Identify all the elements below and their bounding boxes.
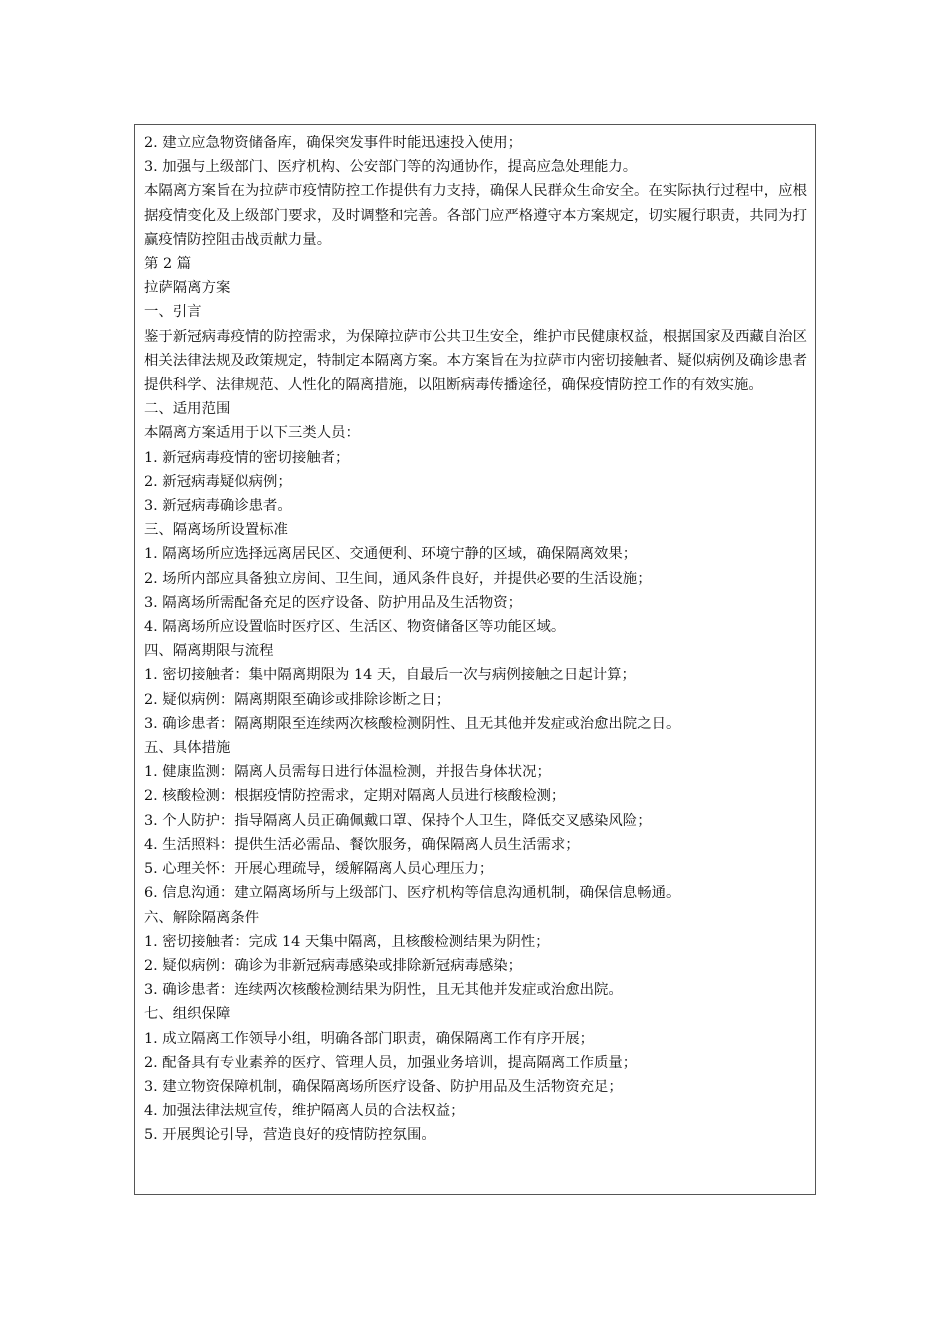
document-line: 七、组织保障 <box>144 1006 231 1023</box>
document-line: 5. 开展舆论引导，营造良好的疫情防控氛围。 <box>144 1127 436 1144</box>
document-body <box>144 131 807 1148</box>
document-frame <box>134 124 816 1195</box>
document-line: 三、隔离场所设置标准 <box>144 522 288 539</box>
document-line: 3. 个人防护：指导隔离人员正确佩戴口罩、保持个人卫生，降低交叉感染风险； <box>144 812 652 829</box>
document-line: 3. 新冠病毒确诊患者。 <box>144 498 292 515</box>
document-line: 5. 心理关怀：开展心理疏导，缓解隔离人员心理压力； <box>144 861 494 878</box>
document-line: 2. 建立应急物资储备库，确保突发事件时能迅速投入使用； <box>144 135 523 151</box>
document-line: 1. 成立隔离工作领导小组，明确各部门职责，确保隔离工作有序开展； <box>144 1030 595 1047</box>
document-paragraph: 鉴于新冠病毒疫情的防控需求，为保障拉萨市公共卫生安全，维护市民健康权益，根据国家及西藏自治区相关法律法规及政策规定，特制定本隔离方案。本方案旨在为拉萨市内密切接触者、疑似病例及确诊患者提供科学、法律规范、人性化的隔离措施，以阻断病毒传播途径，确保疫情防控工作的有效实施。 <box>144 328 807 394</box>
document-line: 3. 加强与上级部门、医疗机构、公安部门等的沟通协作，提高应急处理能力。 <box>144 159 638 176</box>
document-line: 五、具体措施 <box>144 740 231 757</box>
document-paragraph: 本隔离方案旨在为拉萨市疫情防控工作提供有力支持，确保人民群众生命安全。在实际执行过程中，应根据疫情变化及上级部门要求，及时调整和完善。各部门应严格遵守本方案规定，切实履行职责，共同为打赢疫情防控阻击战贡献力量。 <box>144 183 807 248</box>
document-line: 1. 健康监测：隔离人员需每日进行体温检测，并报告身体状况； <box>144 764 551 781</box>
document-line: 2. 新冠病毒疑似病例； <box>144 473 292 490</box>
document-line: 1. 新冠病毒疫情的密切接触者； <box>144 449 350 466</box>
document-line: 二、适用范围 <box>144 401 231 418</box>
document-line: 4. 隔离场所应设置临时医疗区、生活区、物资储备区等功能区域。 <box>144 619 566 636</box>
document-line: 2. 场所内部应具备独立房间、卫生间，通风条件良好，并提供必要的生活设施； <box>144 570 652 587</box>
document-line: 4. 加强法律法规宣传，维护隔离人员的合法权益； <box>144 1103 465 1120</box>
document-line: 1. 密切接触者：集中隔离期限为 14 天，自最后一次与病例接触之日起计算； <box>144 667 636 684</box>
document-line: 2. 疑似病例：确诊为非新冠病毒感染或排除新冠病毒感染； <box>144 957 523 974</box>
document-line: 第 2 篇 <box>144 256 192 273</box>
document-line: 3. 确诊患者：隔离期限至连续两次核酸检测阴性、且无其他并发症或治愈出院之日。 <box>144 715 681 732</box>
document-line: 3. 建立物资保障机制，确保隔离场所医疗设备、防护用品及生活物资充足； <box>144 1078 623 1095</box>
document-line: 拉萨隔离方案 <box>144 280 231 297</box>
document-line: 2. 核酸检测：根据疫情防控需求，定期对隔离人员进行核酸检测； <box>144 788 566 805</box>
document-line: 本隔离方案适用于以下三类人员： <box>144 425 360 442</box>
document-line: 一、引言 <box>144 304 202 321</box>
document-line: 4. 生活照料：提供生活必需品、餐饮服务，确保隔离人员生活需求； <box>144 836 580 853</box>
document-line: 2. 疑似病例：隔离期限至确诊或排除诊断之日； <box>144 691 451 708</box>
document-line: 3. 隔离场所需配备充足的医疗设备、防护用品及生活物资； <box>144 594 523 611</box>
document-line: 3. 确诊患者：连续两次核酸检测结果为阴性，且无其他并发症或治愈出院。 <box>144 982 623 999</box>
document-line: 六、解除隔离条件 <box>144 909 260 926</box>
document-line: 1. 密切接触者：完成 14 天集中隔离，且核酸检测结果为阴性； <box>144 933 550 950</box>
document-line: 2. 配备具有专业素养的医疗、管理人员，加强业务培训，提高隔离工作质量； <box>144 1054 638 1071</box>
document-line: 6. 信息沟通：建立隔离场所与上级部门、医疗机构等信息沟通机制，确保信息畅通。 <box>144 885 681 902</box>
document-line: 四、隔离期限与流程 <box>144 643 274 660</box>
document-line: 1. 隔离场所应选择远离居民区、交通便利、环境宁静的区域，确保隔离效果； <box>144 546 638 563</box>
